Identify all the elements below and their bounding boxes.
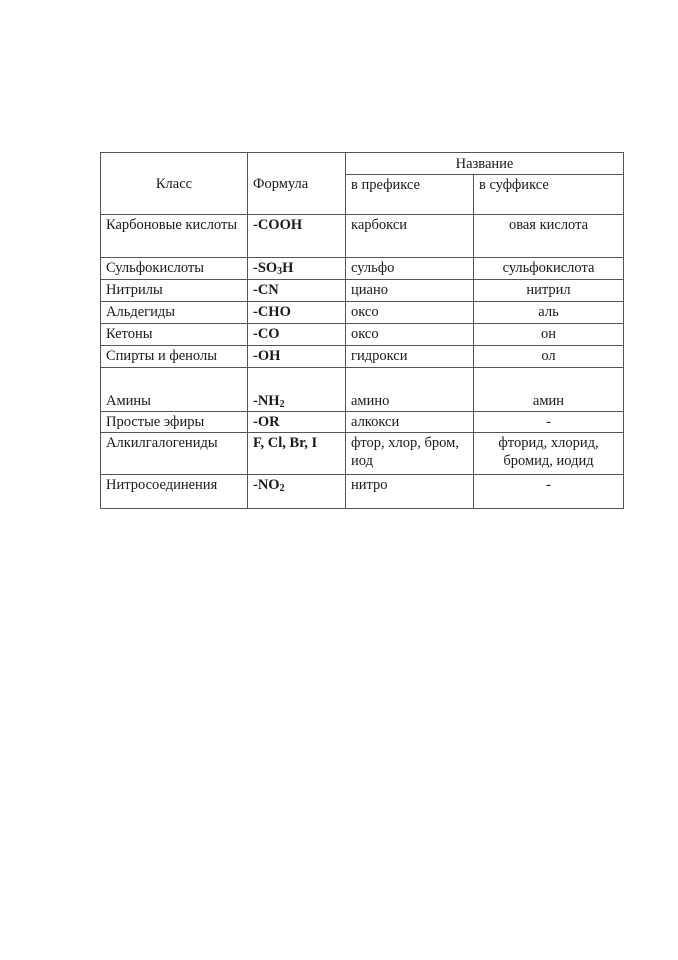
cell-prefix: фтор, хлор, бром, иод xyxy=(346,433,474,475)
cell-formula: $-NH_2$ xyxy=(248,368,346,412)
table-row xyxy=(101,475,624,509)
cell-formula: F, Cl, Br, I xyxy=(248,433,346,475)
cell-suffix: он xyxy=(474,324,624,346)
cell-prefix: гидрокси xyxy=(346,346,474,368)
cell-prefix: нитро xyxy=(346,475,474,509)
cell-prefix: оксо xyxy=(346,324,474,346)
cell-class: Алкилгалогениды xyxy=(101,433,248,475)
cell-class: Кетоны xyxy=(101,324,248,346)
cell-class: Нитросоединения xyxy=(101,475,248,509)
table-row xyxy=(101,258,624,280)
cell-suffix: овая кислота xyxy=(474,215,624,258)
cell-formula: -CHO xyxy=(248,302,346,324)
table-row xyxy=(101,324,624,346)
header-prefix: в префиксе xyxy=(346,175,474,215)
cell-formula: -OH xyxy=(248,346,346,368)
cell-suffix: амин xyxy=(474,368,624,412)
cell-prefix: амино xyxy=(346,368,474,412)
cell-prefix: алкокси xyxy=(346,412,474,433)
table-row xyxy=(101,433,624,475)
table-row xyxy=(101,412,624,433)
table-row xyxy=(101,280,624,302)
cell-suffix: нитрил xyxy=(474,280,624,302)
header-formula: Формула xyxy=(248,153,346,215)
table-row xyxy=(101,346,624,368)
cell-formula: $-NO_2$ xyxy=(248,475,346,509)
cell-prefix: карбокси xyxy=(346,215,474,258)
cell-suffix: фторид, хлорид, бромид, иодид xyxy=(474,433,624,475)
header-class: Класс xyxy=(101,153,248,215)
cell-class: Сульфокислоты xyxy=(101,258,248,280)
cell-class: Амины xyxy=(101,368,248,412)
cell-formula: $-SO_3H$ xyxy=(248,258,346,280)
table-row xyxy=(101,368,624,412)
header-suffix: в суффиксе xyxy=(474,175,624,215)
table-row xyxy=(101,302,624,324)
cell-class: Нитрилы xyxy=(101,280,248,302)
cell-formula: -CN xyxy=(248,280,346,302)
cell-class: Простые эфиры xyxy=(101,412,248,433)
cell-suffix: сульфокислота xyxy=(474,258,624,280)
cell-prefix: сульфо xyxy=(346,258,474,280)
cell-suffix: - xyxy=(474,412,624,433)
cell-formula: -OR xyxy=(248,412,346,433)
cell-formula: -COOH xyxy=(248,215,346,258)
cell-prefix: циано xyxy=(346,280,474,302)
functional-groups-table xyxy=(100,152,624,509)
header-name: Название xyxy=(346,153,624,175)
cell-suffix: ол xyxy=(474,346,624,368)
cell-class: Карбоновые кислоты xyxy=(101,215,248,258)
table-row xyxy=(101,215,624,258)
cell-suffix: аль xyxy=(474,302,624,324)
cell-suffix: - xyxy=(474,475,624,509)
cell-formula: -CO xyxy=(248,324,346,346)
cell-class: Альдегиды xyxy=(101,302,248,324)
cell-prefix: оксо xyxy=(346,302,474,324)
cell-class: Спирты и фенолы xyxy=(101,346,248,368)
